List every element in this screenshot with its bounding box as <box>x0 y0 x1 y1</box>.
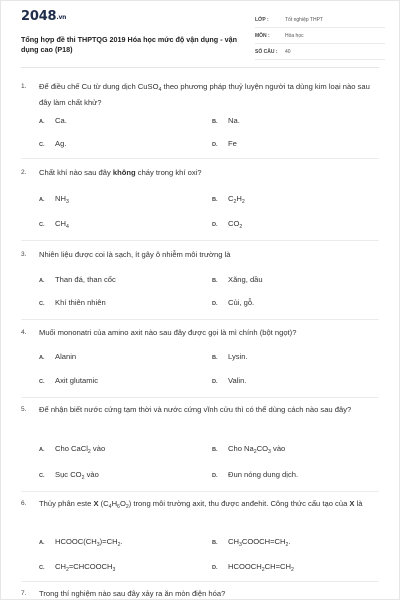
question-5 <box>21 404 383 416</box>
option-c[interactable]: C. Ag. <box>39 139 67 148</box>
option-d[interactable]: D. Đun nóng dung dịch. <box>212 470 299 479</box>
question-divider <box>21 397 379 398</box>
option-b[interactable]: B. $C_2H_2$ <box>212 194 245 205</box>
meta-count-row <box>255 45 385 60</box>
option-a[interactable]: A. Cho CaCl$_2$ vào <box>39 444 106 455</box>
option-b[interactable]: B. Lysin. <box>212 352 248 361</box>
option-d[interactable]: D. Fe <box>212 139 237 148</box>
question-1 <box>21 81 383 108</box>
question-2 <box>21 167 383 179</box>
question-text: Nhiên liệu được coi là sạch, ít gây ô nhiễm môi trường là <box>39 250 231 259</box>
document-title: Tổng hợp đề thi THPTQG 2019 Hóa học mức độ vận dụng - vận dụng cao (P18) <box>21 35 237 54</box>
document-meta <box>255 13 385 61</box>
option-a[interactable]: A. $NH_3$ <box>39 194 69 205</box>
meta-subject-value: Hóa học <box>285 33 304 39</box>
option-b[interactable]: B. $CH_3COOCH=CH_2$. <box>212 537 291 548</box>
meta-subject-label: MÔN : <box>255 33 270 39</box>
question-3 <box>21 249 383 261</box>
option-c[interactable]: C. Khí thiên nhiên <box>39 298 106 307</box>
question-7 <box>21 588 383 600</box>
option-d[interactable]: D. $CO_2$ <box>212 219 243 230</box>
question-text: Trong thí nghiệm nào sau đây xảy ra ăn mòn điện hóa? <box>39 589 226 598</box>
meta-subject-row <box>255 29 385 44</box>
question-divider <box>21 158 379 159</box>
meta-class-row <box>255 13 385 28</box>
meta-count-label: SỐ CÂU : <box>255 49 278 55</box>
option-a[interactable]: A. Than đá, than cốc <box>39 275 116 284</box>
question-divider <box>21 581 379 582</box>
question-text: Chất khí nào sau đây không cháy trong khí oxi? <box>39 168 202 177</box>
option-b[interactable]: B. Cho $Na_2CO_3$ vào <box>212 444 286 455</box>
question-number: 7. <box>21 590 27 597</box>
option-d[interactable]: D. Valin. <box>212 376 247 385</box>
question-text: Để điều chế Cu từ dung dịch CuSO$_4$ theo phương pháp thuỷ luyện người ta dùng kim loại nào sau đây làm chất khử? <box>39 82 370 107</box>
option-c[interactable]: C. Axit glutamic <box>39 376 99 385</box>
question-divider <box>21 240 379 241</box>
header-divider <box>21 67 379 68</box>
option-a[interactable]: A. $HCOOC(CH_3)=CH_2$. <box>39 537 123 548</box>
option-a[interactable]: A. Alanin <box>39 352 77 361</box>
option-b[interactable]: B. Na. <box>212 116 240 125</box>
question-divider <box>21 319 379 320</box>
option-c[interactable]: C. $CH_2=CHCOOCH_3$ <box>39 562 116 573</box>
meta-count-value: 40 <box>285 49 291 55</box>
option-c[interactable]: C. $CH_4$ <box>39 219 69 230</box>
document-header <box>1 1 399 63</box>
question-divider <box>21 491 379 492</box>
option-b[interactable]: B. Xăng, dầu <box>212 275 263 284</box>
question-number: 1. <box>21 83 27 90</box>
option-d[interactable]: D. Củi, gỗ. <box>212 298 255 307</box>
question-text: Để nhận biết nước cứng tạm thời và nước cứng vĩnh cửu thì có thể dùng cách nào sau đây? <box>39 405 352 414</box>
question-6 <box>21 498 383 514</box>
question-text: Muối mononatri của amino axit nào sau đây được gọi là mì chính (bột ngọt)? <box>39 328 297 337</box>
logo-text: 2048 <box>21 9 57 24</box>
question-number: 2. <box>21 169 27 176</box>
logo-suffix: .vn <box>56 14 67 21</box>
question-number: 4. <box>21 329 27 336</box>
option-a[interactable]: A. Ca. <box>39 116 67 125</box>
question-number: 6. <box>21 500 27 507</box>
meta-class-label: LỚP : <box>255 17 269 23</box>
question-4 <box>21 327 383 339</box>
option-c[interactable]: C. Sục $CO_2$ vào <box>39 470 99 481</box>
question-text: Thủy phân este X $(C_4H_6O_2)$ trong môi trường axit, thu được anđehit. Công thức cấu tạo của X là <box>39 499 363 510</box>
option-d[interactable]: D. $HCOOCH_2CH=CH_2$ <box>212 562 294 573</box>
question-number: 5. <box>21 406 27 413</box>
meta-class-value: Tốt nghiệp THPT <box>285 17 323 23</box>
question-number: 3. <box>21 251 27 258</box>
